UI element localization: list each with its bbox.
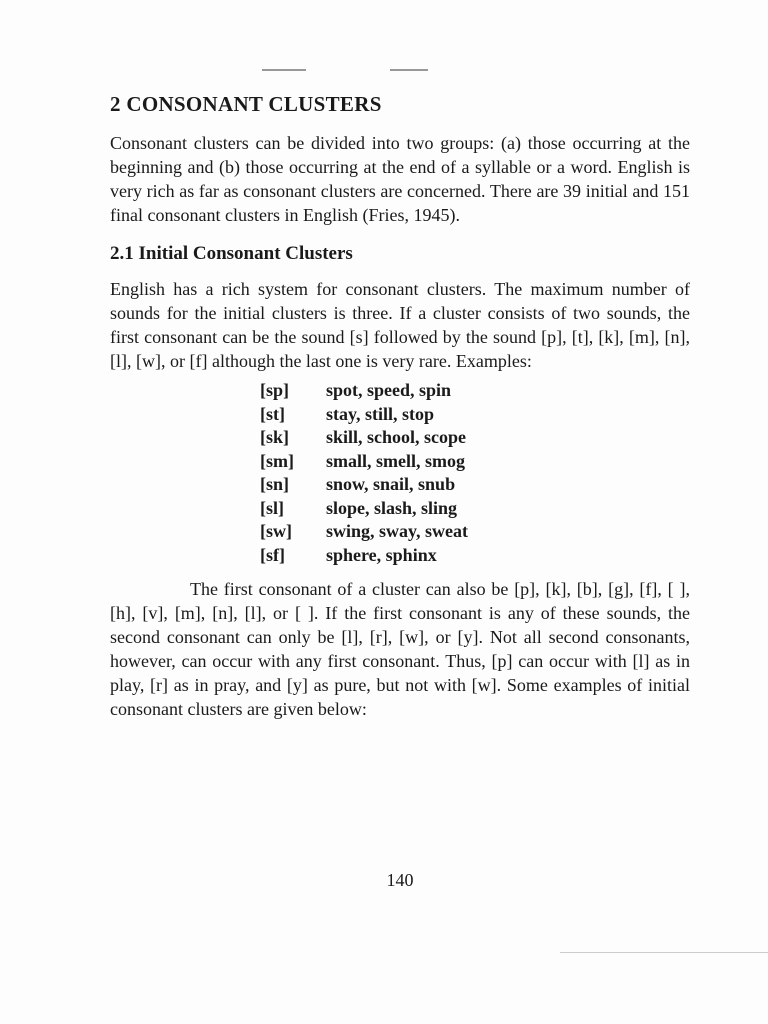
- example-words: spot, speed, spin: [326, 380, 452, 400]
- body-paragraph: English has a rich system for consonant clusters. The maximum number of sounds for the initial clusters is three. If a cluster consists of two sounds, the first consonant can be the sound [s] followed by the sound [p], [t], [k], [m], [n], [l], [w], or [f] although the last one is very rare. Examples:: [110, 279, 690, 371]
- example-row: [260, 473, 690, 497]
- example-words: slope, slash, sling: [326, 497, 458, 518]
- example-row: [260, 450, 690, 474]
- example-row: [260, 379, 690, 403]
- example-words: sphere, sphinx: [326, 544, 437, 565]
- body-paragraph: The first consonant of a cluster can also be [p], [k], [b], [g], [f], [ ], [h], [v], [m], [n], [l], or [ ]. If the first consonant is any of these sounds, the second consonant can only be [l], [r], [w], or [y]. Not all second consonants, however, can occur with any first consonant. Thus, [p] can occur with [l] as in play, [r] as in pray, and [y] as pure, but not with [w]. Some examples of initial consonant clusters are given below:: [110, 579, 690, 719]
- example-row: [260, 520, 690, 544]
- examples-list: [260, 379, 690, 567]
- section-heading: 2 CONSONANT CLUSTERS: [110, 92, 382, 116]
- example-words: swing, sway, sweat: [326, 521, 469, 541]
- example-words: small, smell, smog: [326, 450, 465, 471]
- subsection-heading: 2.1 Initial Consonant Clusters: [110, 243, 353, 264]
- example-row: [260, 403, 690, 427]
- page-number: 140: [386, 870, 414, 890]
- example-words: stay, still, stop: [326, 403, 435, 424]
- scan-artifact: [262, 69, 306, 71]
- example-cluster: [sf]: [260, 544, 285, 565]
- example-words: snow, snail, snub: [326, 474, 456, 494]
- page-content: [110, 92, 690, 721]
- example-cluster: [sl]: [260, 497, 284, 518]
- example-cluster: [st]: [260, 403, 285, 424]
- example-row: [260, 497, 690, 521]
- scan-artifact: [390, 69, 428, 71]
- example-cluster: [sm]: [260, 450, 294, 471]
- example-cluster: [sn]: [260, 474, 290, 494]
- example-cluster: [sp]: [260, 380, 290, 400]
- example-row: [260, 426, 690, 450]
- scan-edge-line: [560, 952, 768, 953]
- example-row: [260, 544, 690, 568]
- example-words: skill, school, scope: [326, 427, 467, 447]
- example-cluster: [sk]: [260, 427, 290, 447]
- intro-paragraph: Consonant clusters can be divided into two groups: (a) those occurring at the beginning and (b) those occurring at the end of a syllable or a word. English is very rich as far as consonant clusters are concerned. There are 39 initial and 151 final consonant clusters in English (Fries, 1945).: [110, 133, 690, 225]
- example-cluster: [sw]: [260, 521, 292, 541]
